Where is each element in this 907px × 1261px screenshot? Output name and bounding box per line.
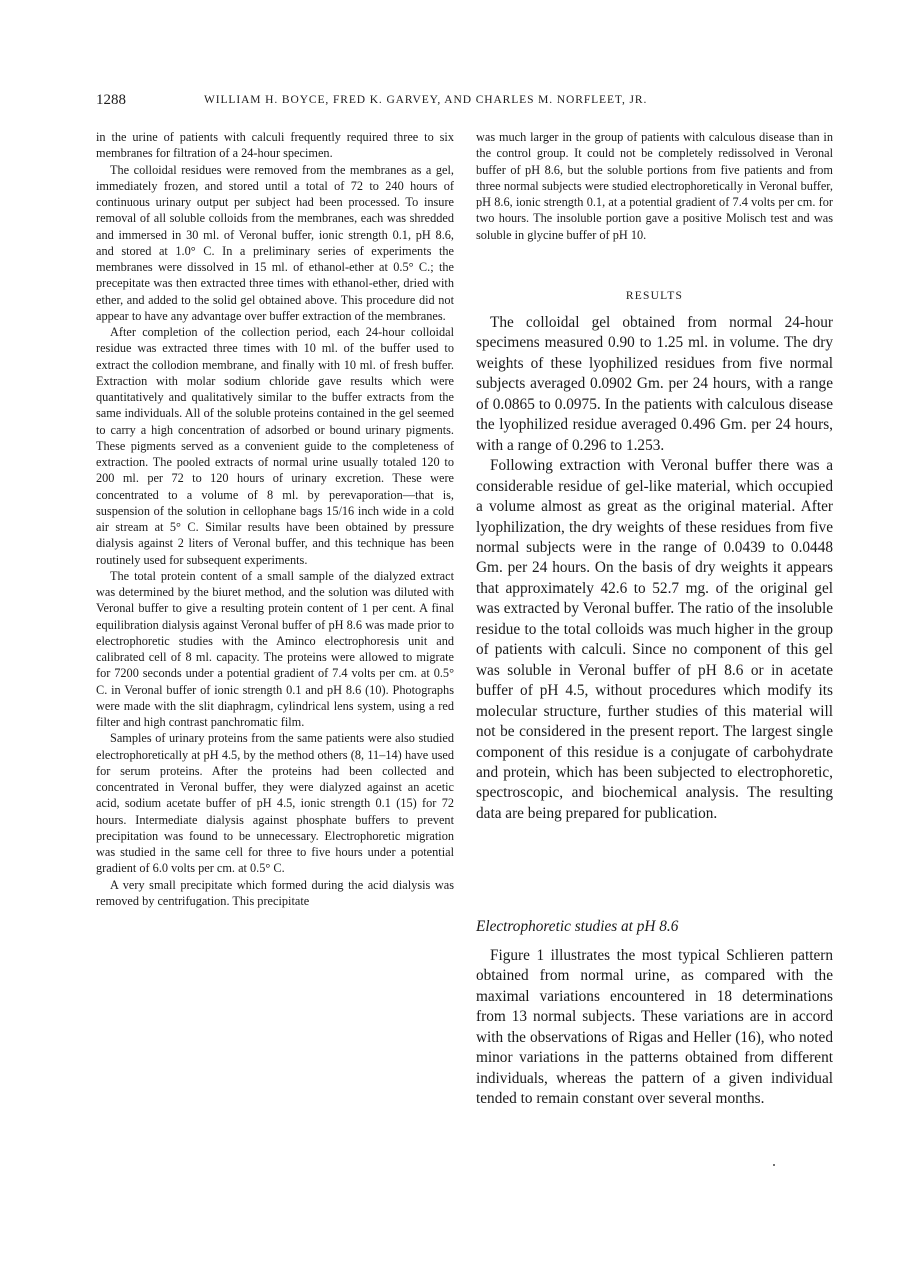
paragraph: The colloidal gel obtained from normal 24-hour specimens measured 0.90 to 1.25 ml. in volume. The dry weights of these lyophilized residues from five normal subjects averaged 0.0902 Gm. per 24 hours, with a range of 0.0865 to 0.0975. In the patients with calculous disease the lyophilized residue averaged 0.496 Gm. per 24 hours, with a range of 0.296 to 1.253.: [476, 314, 833, 454]
paragraph: Following extraction with Veronal buffer there was a considerable residue of gel-like material, which occupied a volume almost as great as the original material. After lyophilization, the dry weights of these residues from five normal subjects were in the range of 0.0439 to 0.0448 Gm. per 24 hours. On the basis of dry weights it appears that approximately 42.6 to 52.7 mg. of the original gel was extracted by Veronal buffer. The ratio of the insoluble residue to the total colloids was much higher in the group of patients with calculi. Since no component of this gel was soluble in Veronal buffer of pH 8.6 or in acetate buffer of pH 4.5, without procedures which modify its molecular structure, further studies of this material will not be considered in the present report. The largest single component of this residue is a conjugate of carbohydrate and protein, which has been subjected to electrophoretic, spectroscopic, and biochemical analysis. The resulting data are being prepared for publication.: [476, 457, 833, 822]
electrophoretic-body: [476, 946, 833, 1110]
page-header: [96, 92, 836, 112]
page-number: 1288: [96, 92, 126, 108]
paragraph: After completion of the collection period, each 24-hour colloidal residue was extracted three times with 10 ml. of the buffer used to extract the collodion membrane, and finally with 10 ml. of fresh buffer. Extraction with molar sodium chloride gave results which were quantitatively and qualitatively similar to the buffer extracts from the same individuals. All of the soluble proteins contained in the gel seemed to carry a high concentration of adsorbed or bound urinary pigments. These pigments served as a convenient guide to the completeness of extraction. The pooled extracts of normal urine usually totaled 120 to 200 ml. per 72 to 120 hours of urinary excretion. These were concentrated to a volume of 8 ml. by perevaporation—that is, suspension of the solution in cellophane bags 15/16 inch wide in a cold air stream at 5° C. Similar results have been obtained by pressure dialysis against 2 liters of Veronal buffer, and this technique has been routinely used for subsequent experiments.: [96, 325, 454, 567]
paragraph: The total protein content of a small sample of the dialyzed extract was determined by the biuret method, and the solution was diluted with Veronal buffer to give a resulting protein content of 1 per cent. A final equilibration dialysis against Veronal buffer of pH 8.6 was made prior to electrophoretic studies with the Aminco electrophoresis unit and calibrated cell of 8 ml. capacity. The proteins were allowed to migrate for 7200 seconds under a potential gradient of 7.4 volts per cm. at 0.5° C. in Veronal buffer of ionic strength 0.1 and pH 8.6 (10). Photographs were made with the slit diaphragm, cylindrical lens system, using a red filter and high contrast panchromatic film.: [96, 568, 454, 729]
left-column: [96, 129, 454, 909]
results-heading: RESULTS: [625, 290, 684, 302]
running-head: WILLIAM H. BOYCE, FRED K. GARVEY, AND CHARLES M. NORFLEET, JR.: [204, 94, 648, 106]
paragraph: was much larger in the group of patients with calculous disease than in the control group. It could not be completely redissolved in Veronal buffer of pH 8.6, but the soluble portions from five patients and from three normal subjects were studied electrophoretically in Veronal buffer, pH 8.6, ionic strength 0.1, at a potential gradient of 7.4 volts per cm. for two hours. The insoluble portion gave a positive Molisch test and was soluble in glycine buffer of pH 10.: [476, 130, 833, 242]
paragraph: A very small precipitate which formed during the acid dialysis was removed by centrifugation. This precipitate: [96, 877, 454, 908]
paragraph: Figure 1 illustrates the most typical Schlieren pattern obtained from normal urine, as compared with the maximal variations encountered in 18 determinations from 13 normal subjects. These variations are in accord with the observations of Rigas and Heller (16), who noted minor variations in the patterns obtained from different individuals, whereas the pattern of a given individual tended to remain constant over several months.: [476, 947, 833, 1108]
paragraph: The colloidal residues were removed from the membranes as a gel, immediately frozen, and stored until a total of 72 to 240 hours of continuous urinary output per subject had been processed. To insure removal of all soluble colloids from the membranes, each was shredded and immersed in 30 ml. of Veronal buffer, ionic strength 0.1, pH 8.6, and stored at 1.0° C. In a preliminary series of experiments the membranes were dissolved in 15 ml. of ethanol-ether at 0.5° C.; the precepitate was then extracted three times with ethanol-ether, dried with ether, and added to the solid gel obtained above. This procedure did not appear to have any advantage over buffer extraction of the membranes.: [96, 162, 454, 323]
paragraph: Samples of urinary proteins from the same patients were also studied electrophoretically at pH 4.5, by the method others (8, 11–14) have used for serum proteins. After the proteins had been collected and concentrated in Veronal buffer, they were dialyzed against an acetic acid, sodium acetate buffer of pH 4.5, ionic strength 0.1 (15) for 72 hours. Intermediate dialysis against phosphate buffers to prevent precipitation was found to be unnecessary. Electrophoretic migration was studied in the same cell for three to five hours under a potential gradient of 6.0 volts per cm. at 0.5° C.: [96, 731, 454, 876]
right-column-top: [476, 129, 833, 243]
paragraph: in the urine of patients with calculi frequently required three to six membranes for filtration of a 24-hour specimen.: [96, 130, 454, 161]
stray-mark: [773, 1164, 775, 1166]
results-body: [476, 313, 833, 824]
subsection-heading: Electrophoretic studies at pH 8.6: [476, 918, 679, 935]
